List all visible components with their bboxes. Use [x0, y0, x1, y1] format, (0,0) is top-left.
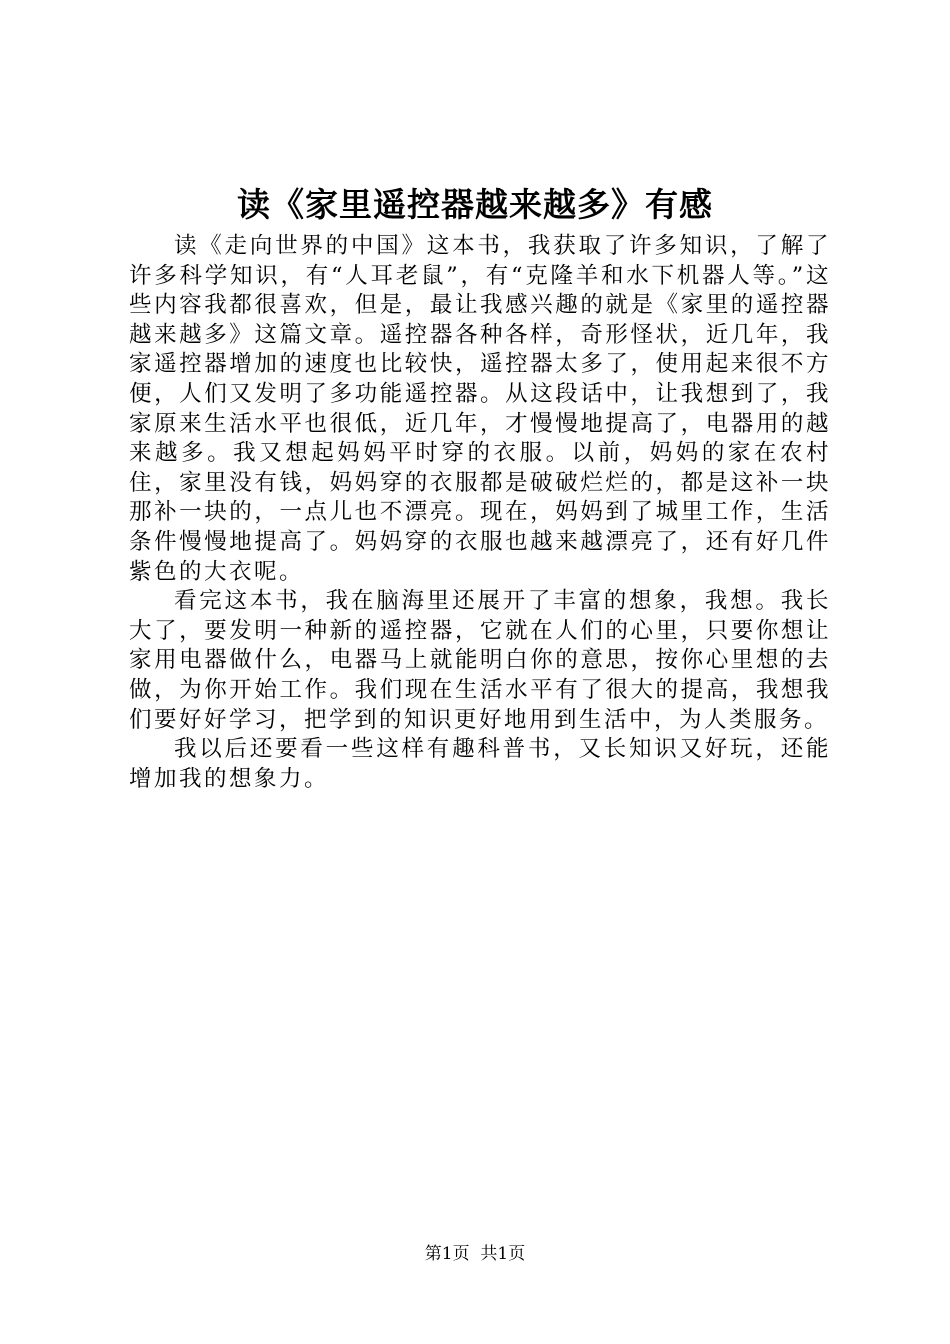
page-footer	[0, 1242, 950, 1266]
document-title: 读《家里遥控器越来越多》有感	[237, 185, 713, 224]
paragraph-2: 看完这本书，我在脑海里还展开了丰富的想象，我想。我长大了，要发明一种新的遥控器，它就在人们的心里，只要你想让家用电器做什么，电器马上就能明白你的意思，按你心里想的去做，为你开始工作。我们现在生活水平有了很大的提高，我想我们要好好学习，把学到的知识更好地用到生活中，为人类服务。	[129, 588, 831, 733]
document-body	[129, 232, 831, 794]
paragraph-3: 我以后还要看一些这样有趣科普书，又长知识又好玩，还能增加我的想象力。	[129, 736, 831, 792]
paragraph-1: 读《走向世界的中国》这本书，我获取了许多知识，了解了许多科学知识，有“人耳老鼠”，有“克隆羊和水下机器人等。”这些内容我都很喜欢，但是，最让我感兴趣的就是《家里的遥控器越来越多》这篇文章。遥控器各种各样，奇形怪状，近几年，我家遥控器增加的速度也比较快，遥控器太多了，使用起来很不方便，人们又发明了多功能遥控器。从这段话中，让我想到了，我家原来生活水平也很低，近几年，才慢慢地提高了，电器用的越来越多。我又想起妈妈平时穿的衣服。以前，妈妈的家在农村住，家里没有钱，妈妈穿的衣服都是破破烂烂的，都是这补一块那补一块的，一点儿也不漂亮。现在，妈妈到了城里工作，生活条件慢慢地提高了。妈妈穿的衣服也越来越漂亮了，还有好几件紫色的大衣呢。	[129, 233, 831, 585]
page-number-label: 第1页 共1页	[424, 1244, 526, 1264]
